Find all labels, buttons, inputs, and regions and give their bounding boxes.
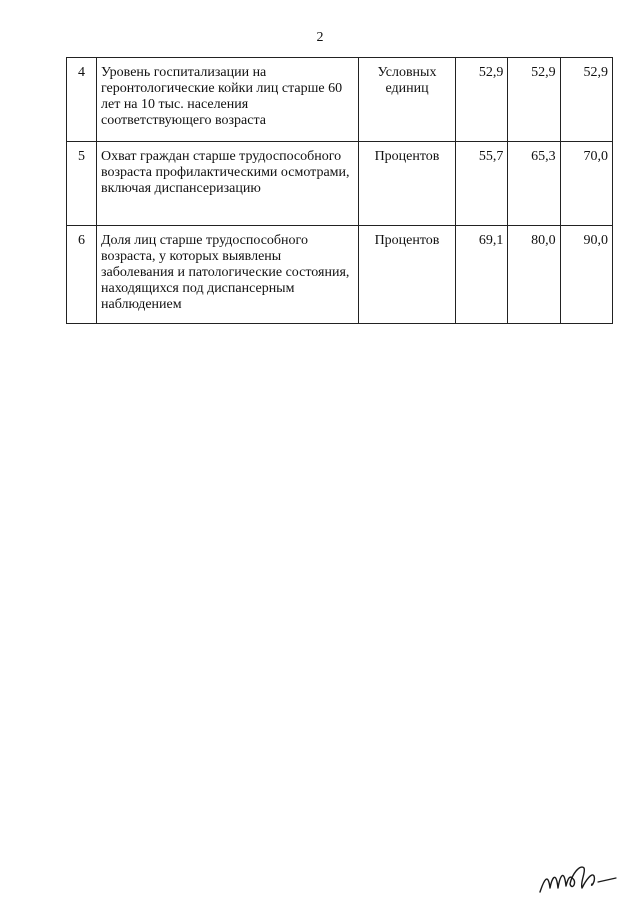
value-year-3: 70,0 [560,142,612,226]
row-number: 6 [67,226,97,324]
value-year-1: 55,7 [456,142,508,226]
table-row [67,58,613,142]
indicator-name: Охват граждан старше трудоспособного возраста профилактическими осмотрами, включая диспансеризацию [97,142,359,226]
indicators-table [66,57,613,324]
row-number: 4 [67,58,97,142]
row-number: 5 [67,142,97,226]
indicator-name: Уровень госпитализации на геронтологические койки лиц старше 60 лет на 10 тыс. населения соответствующего возраста [97,58,359,142]
page-number: 2 [316,30,324,45]
unit-of-measure: Процентов [359,226,456,324]
unit-of-measure: Условных единиц [359,58,456,142]
unit-of-measure: Процентов [359,142,456,226]
value-year-2: 65,3 [508,142,560,226]
value-year-2: 80,0 [508,226,560,324]
indicator-name: Доля лиц старше трудоспособного возраста, у которых выявлены заболевания и патологические состояния, находящихся под диспансерным наблюдением [97,226,359,324]
value-year-2: 52,9 [508,58,560,142]
value-year-3: 90,0 [560,226,612,324]
handwritten-signature [536,858,620,898]
value-year-1: 69,1 [456,226,508,324]
table-row [67,142,613,226]
value-year-1: 52,9 [456,58,508,142]
value-year-3: 52,9 [560,58,612,142]
table-row [67,226,613,324]
